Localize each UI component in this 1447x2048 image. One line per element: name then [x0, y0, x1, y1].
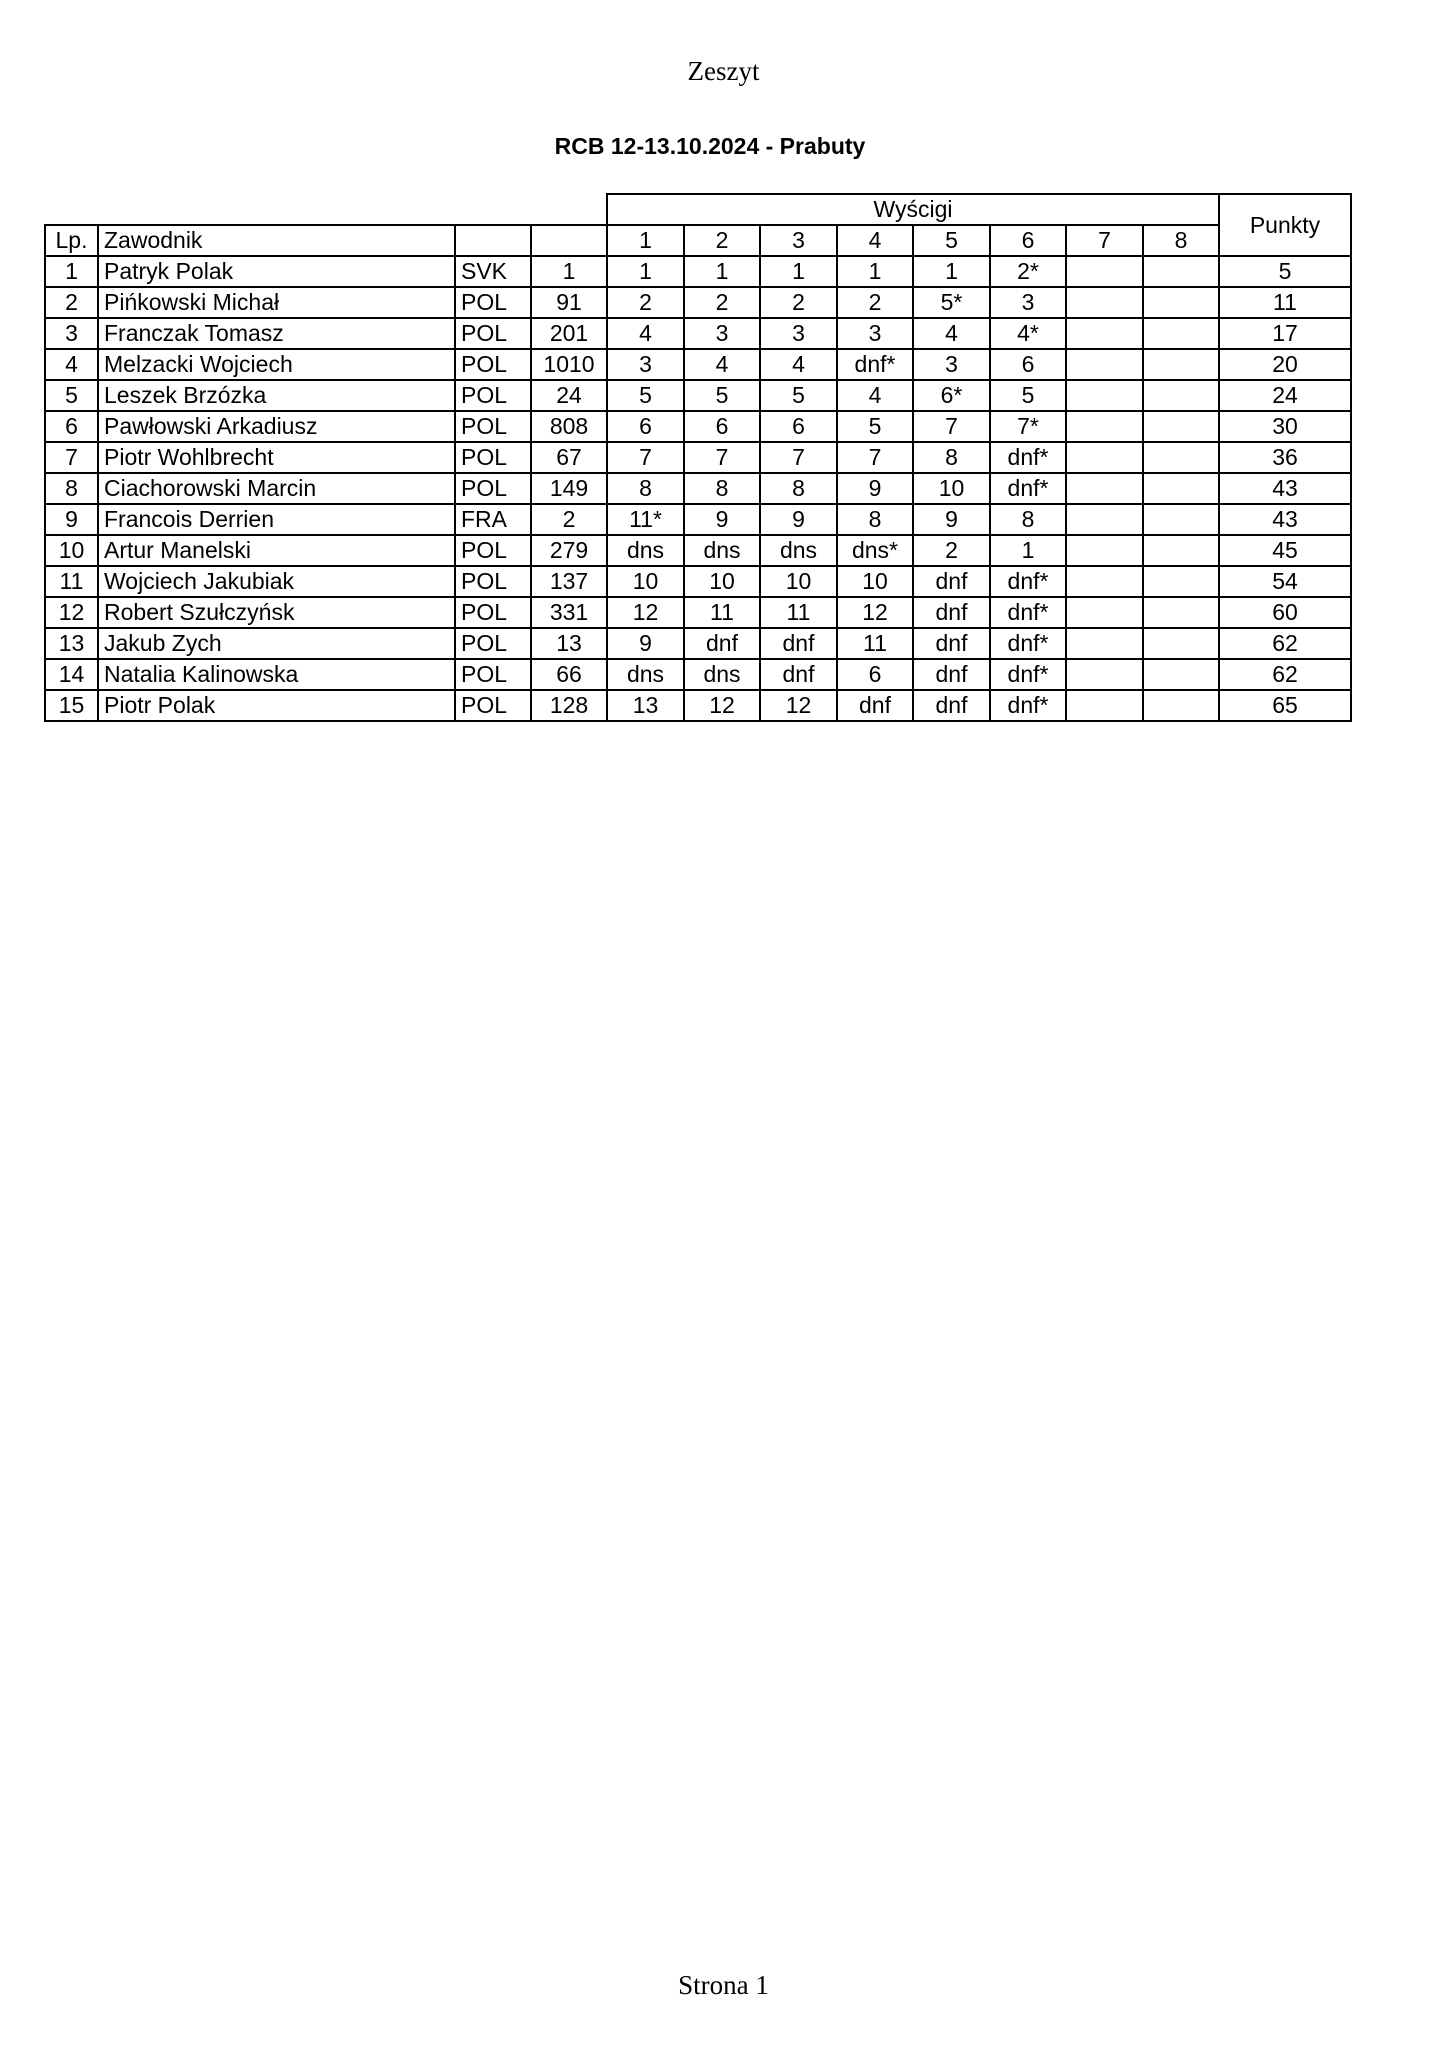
race-result-cell: 2: [913, 535, 990, 566]
results-body: [45, 256, 1351, 721]
lp-cell: 13: [45, 628, 98, 659]
number-cell: 67: [531, 442, 607, 473]
name-cell: Artur Manelski: [98, 535, 455, 566]
race-result-cell: dnf*: [990, 690, 1066, 721]
race-result-cell: 1: [913, 256, 990, 287]
race-number-header: 7: [1066, 225, 1143, 256]
race-result-cell: [1143, 566, 1219, 597]
race-result-cell: 4: [684, 349, 760, 380]
lp-cell: 2: [45, 287, 98, 318]
name-cell: Wojciech Jakubiak: [98, 566, 455, 597]
points-cell: 62: [1219, 659, 1351, 690]
name-header: Zawodnik: [98, 225, 455, 256]
race-result-cell: 7: [837, 442, 913, 473]
table-row: [45, 442, 1351, 473]
race-result-cell: 4: [607, 318, 684, 349]
race-result-cell: 7: [760, 442, 837, 473]
race-result-cell: 5: [990, 380, 1066, 411]
race-result-cell: 10: [684, 566, 760, 597]
race-result-cell: 10: [837, 566, 913, 597]
page-header: Zeszyt: [687, 56, 760, 86]
lp-cell: 8: [45, 473, 98, 504]
country-cell: SVK: [455, 256, 531, 287]
race-result-cell: dns: [607, 535, 684, 566]
race-result-cell: 3: [913, 349, 990, 380]
country-cell: POL: [455, 690, 531, 721]
lp-cell: 14: [45, 659, 98, 690]
race-result-cell: dnf*: [990, 628, 1066, 659]
race-result-cell: 7: [913, 411, 990, 442]
number-cell: 1010: [531, 349, 607, 380]
race-result-cell: 12: [760, 690, 837, 721]
number-cell: 279: [531, 535, 607, 566]
points-cell: 65: [1219, 690, 1351, 721]
race-result-cell: dnf*: [990, 597, 1066, 628]
race-result-cell: [1066, 628, 1143, 659]
race-result-cell: dnf: [684, 628, 760, 659]
race-result-cell: [1143, 411, 1219, 442]
race-result-cell: 2: [760, 287, 837, 318]
race-result-cell: dnf*: [990, 473, 1066, 504]
points-cell: 43: [1219, 504, 1351, 535]
race-result-cell: 4: [760, 349, 837, 380]
country-cell: POL: [455, 287, 531, 318]
race-result-cell: 6: [607, 411, 684, 442]
race-result-cell: dnf: [913, 566, 990, 597]
race-result-cell: 1: [837, 256, 913, 287]
points-cell: 30: [1219, 411, 1351, 442]
lp-cell: 4: [45, 349, 98, 380]
races-group-header: Wyścigi: [607, 194, 1219, 225]
lp-header: Lp.: [45, 225, 98, 256]
number-cell: 13: [531, 628, 607, 659]
race-result-cell: 4: [913, 318, 990, 349]
name-cell: Leszek Brzózka: [98, 380, 455, 411]
name-cell: Piotr Polak: [98, 690, 455, 721]
race-result-cell: [1066, 318, 1143, 349]
race-result-cell: 2: [607, 287, 684, 318]
race-result-cell: 6: [760, 411, 837, 442]
table-row: [45, 566, 1351, 597]
name-cell: Ciachorowski Marcin: [98, 473, 455, 504]
race-result-cell: 9: [607, 628, 684, 659]
race-result-cell: 3: [684, 318, 760, 349]
table-row: [45, 349, 1351, 380]
table-row: [45, 411, 1351, 442]
name-cell: Natalia Kalinowska: [98, 659, 455, 690]
race-result-cell: 13: [607, 690, 684, 721]
race-result-cell: [1066, 597, 1143, 628]
results-table: [44, 193, 1352, 722]
lp-cell: 7: [45, 442, 98, 473]
race-result-cell: [1066, 566, 1143, 597]
page-footer: Strona 1: [678, 1970, 769, 2000]
race-result-cell: 4: [837, 380, 913, 411]
name-cell: Pawłowski Arkadiusz: [98, 411, 455, 442]
number-cell: 331: [531, 597, 607, 628]
race-result-cell: [1143, 349, 1219, 380]
race-result-cell: 2: [684, 287, 760, 318]
race-result-cell: dnf: [913, 690, 990, 721]
race-result-cell: 10: [607, 566, 684, 597]
race-result-cell: 6: [990, 349, 1066, 380]
race-result-cell: 1: [990, 535, 1066, 566]
points-cell: 24: [1219, 380, 1351, 411]
race-result-cell: 7: [684, 442, 760, 473]
race-result-cell: [1066, 349, 1143, 380]
race-result-cell: [1066, 380, 1143, 411]
race-number-header: 1: [607, 225, 684, 256]
number-cell: 201: [531, 318, 607, 349]
race-result-cell: 11*: [607, 504, 684, 535]
table-row: [45, 504, 1351, 535]
race-result-cell: dns: [607, 659, 684, 690]
race-result-cell: dnf: [913, 597, 990, 628]
race-result-cell: 11: [837, 628, 913, 659]
race-result-cell: [1143, 287, 1219, 318]
race-result-cell: dns: [760, 535, 837, 566]
number-cell: 24: [531, 380, 607, 411]
race-result-cell: 12: [837, 597, 913, 628]
race-result-cell: 6*: [913, 380, 990, 411]
lp-cell: 6: [45, 411, 98, 442]
table-row: [45, 473, 1351, 504]
points-cell: 20: [1219, 349, 1351, 380]
header-row-columns: [45, 225, 1351, 256]
country-cell: POL: [455, 349, 531, 380]
race-result-cell: dnf: [837, 690, 913, 721]
lp-cell: 1: [45, 256, 98, 287]
race-result-cell: [1066, 287, 1143, 318]
race-result-cell: 5: [684, 380, 760, 411]
race-result-cell: [1143, 690, 1219, 721]
lp-cell: 15: [45, 690, 98, 721]
table-row: [45, 659, 1351, 690]
race-result-cell: 11: [684, 597, 760, 628]
race-result-cell: 8: [913, 442, 990, 473]
race-result-cell: dnf: [913, 628, 990, 659]
race-result-cell: dnf*: [990, 442, 1066, 473]
number-cell: 137: [531, 566, 607, 597]
name-cell: Francois Derrien: [98, 504, 455, 535]
points-cell: 43: [1219, 473, 1351, 504]
race-number-header: 6: [990, 225, 1066, 256]
race-result-cell: [1143, 473, 1219, 504]
number-cell: 2: [531, 504, 607, 535]
lp-cell: 5: [45, 380, 98, 411]
race-number-header: 4: [837, 225, 913, 256]
lp-cell: 9: [45, 504, 98, 535]
country-cell: POL: [455, 442, 531, 473]
country-cell: FRA: [455, 504, 531, 535]
race-result-cell: dnf: [913, 659, 990, 690]
table-row: [45, 597, 1351, 628]
name-cell: Franczak Tomasz: [98, 318, 455, 349]
points-cell: 17: [1219, 318, 1351, 349]
country-cell: POL: [455, 473, 531, 504]
table-row: [45, 318, 1351, 349]
race-result-cell: 5: [760, 380, 837, 411]
race-result-cell: 6: [837, 659, 913, 690]
race-result-cell: dnf: [760, 659, 837, 690]
country-header: [455, 225, 531, 256]
race-result-cell: 5*: [913, 287, 990, 318]
points-cell: 62: [1219, 628, 1351, 659]
race-number-header: 3: [760, 225, 837, 256]
race-result-cell: [1066, 473, 1143, 504]
page-title: RCB 12-13.10.2024 - Prabuty: [554, 133, 866, 159]
country-cell: POL: [455, 566, 531, 597]
race-result-cell: 3: [990, 287, 1066, 318]
race-number-header: 8: [1143, 225, 1219, 256]
race-result-cell: [1143, 504, 1219, 535]
country-cell: POL: [455, 318, 531, 349]
race-result-cell: dnf: [760, 628, 837, 659]
number-cell: 128: [531, 690, 607, 721]
points-cell: 60: [1219, 597, 1351, 628]
race-result-cell: 10: [760, 566, 837, 597]
race-result-cell: [1143, 256, 1219, 287]
lp-cell: 12: [45, 597, 98, 628]
race-result-cell: [1066, 659, 1143, 690]
race-result-cell: dns*: [837, 535, 913, 566]
table-row: [45, 380, 1351, 411]
race-result-cell: 3: [760, 318, 837, 349]
points-cell: 45: [1219, 535, 1351, 566]
header-spacer: [45, 194, 607, 225]
race-result-cell: 9: [760, 504, 837, 535]
number-header: [531, 225, 607, 256]
race-number-header: 5: [913, 225, 990, 256]
race-result-cell: 1: [607, 256, 684, 287]
race-result-cell: 1: [684, 256, 760, 287]
race-result-cell: [1143, 380, 1219, 411]
race-result-cell: 8: [990, 504, 1066, 535]
race-result-cell: 4*: [990, 318, 1066, 349]
race-result-cell: dnf*: [990, 566, 1066, 597]
name-cell: Pińkowski Michał: [98, 287, 455, 318]
race-result-cell: [1066, 535, 1143, 566]
country-cell: POL: [455, 535, 531, 566]
race-result-cell: [1143, 628, 1219, 659]
race-result-cell: [1066, 504, 1143, 535]
country-cell: POL: [455, 380, 531, 411]
table-row: [45, 628, 1351, 659]
race-result-cell: 2: [837, 287, 913, 318]
name-cell: Jakub Zych: [98, 628, 455, 659]
lp-cell: 10: [45, 535, 98, 566]
name-cell: Robert Szułczyńsk: [98, 597, 455, 628]
number-cell: 91: [531, 287, 607, 318]
race-result-cell: 5: [837, 411, 913, 442]
header-row-group: [45, 194, 1351, 225]
race-result-cell: 7*: [990, 411, 1066, 442]
race-result-cell: [1066, 690, 1143, 721]
lp-cell: 11: [45, 566, 98, 597]
race-result-cell: [1066, 442, 1143, 473]
name-cell: Piotr Wohlbrecht: [98, 442, 455, 473]
table-row: [45, 535, 1351, 566]
table-row: [45, 690, 1351, 721]
number-cell: 808: [531, 411, 607, 442]
race-result-cell: [1143, 659, 1219, 690]
race-result-cell: dnf*: [990, 659, 1066, 690]
country-cell: POL: [455, 597, 531, 628]
race-result-cell: [1143, 442, 1219, 473]
country-cell: POL: [455, 628, 531, 659]
race-result-cell: 7: [607, 442, 684, 473]
race-result-cell: 9: [913, 504, 990, 535]
race-result-cell: 12: [607, 597, 684, 628]
race-result-cell: [1066, 256, 1143, 287]
country-cell: POL: [455, 411, 531, 442]
race-result-cell: [1143, 597, 1219, 628]
race-result-cell: 5: [607, 380, 684, 411]
race-result-cell: dnf*: [837, 349, 913, 380]
points-header: Punkty: [1219, 194, 1351, 256]
race-result-cell: 10: [913, 473, 990, 504]
race-result-cell: [1066, 411, 1143, 442]
race-result-cell: 9: [837, 473, 913, 504]
race-result-cell: dns: [684, 535, 760, 566]
race-result-cell: 9: [684, 504, 760, 535]
race-result-cell: 8: [607, 473, 684, 504]
race-result-cell: 3: [837, 318, 913, 349]
points-cell: 11: [1219, 287, 1351, 318]
race-result-cell: [1143, 318, 1219, 349]
number-cell: 149: [531, 473, 607, 504]
race-result-cell: 12: [684, 690, 760, 721]
race-result-cell: 8: [837, 504, 913, 535]
number-cell: 1: [531, 256, 607, 287]
points-cell: 36: [1219, 442, 1351, 473]
race-result-cell: 3: [607, 349, 684, 380]
number-cell: 66: [531, 659, 607, 690]
race-result-cell: [1143, 535, 1219, 566]
table-row: [45, 256, 1351, 287]
points-cell: 5: [1219, 256, 1351, 287]
race-number-header: 2: [684, 225, 760, 256]
name-cell: Patryk Polak: [98, 256, 455, 287]
race-result-cell: 1: [760, 256, 837, 287]
points-cell: 54: [1219, 566, 1351, 597]
race-result-cell: 6: [684, 411, 760, 442]
race-result-cell: 2*: [990, 256, 1066, 287]
race-result-cell: 8: [760, 473, 837, 504]
race-result-cell: dns: [684, 659, 760, 690]
race-result-cell: 11: [760, 597, 837, 628]
name-cell: Melzacki Wojciech: [98, 349, 455, 380]
table-row: [45, 287, 1351, 318]
race-result-cell: 8: [684, 473, 760, 504]
country-cell: POL: [455, 659, 531, 690]
lp-cell: 3: [45, 318, 98, 349]
